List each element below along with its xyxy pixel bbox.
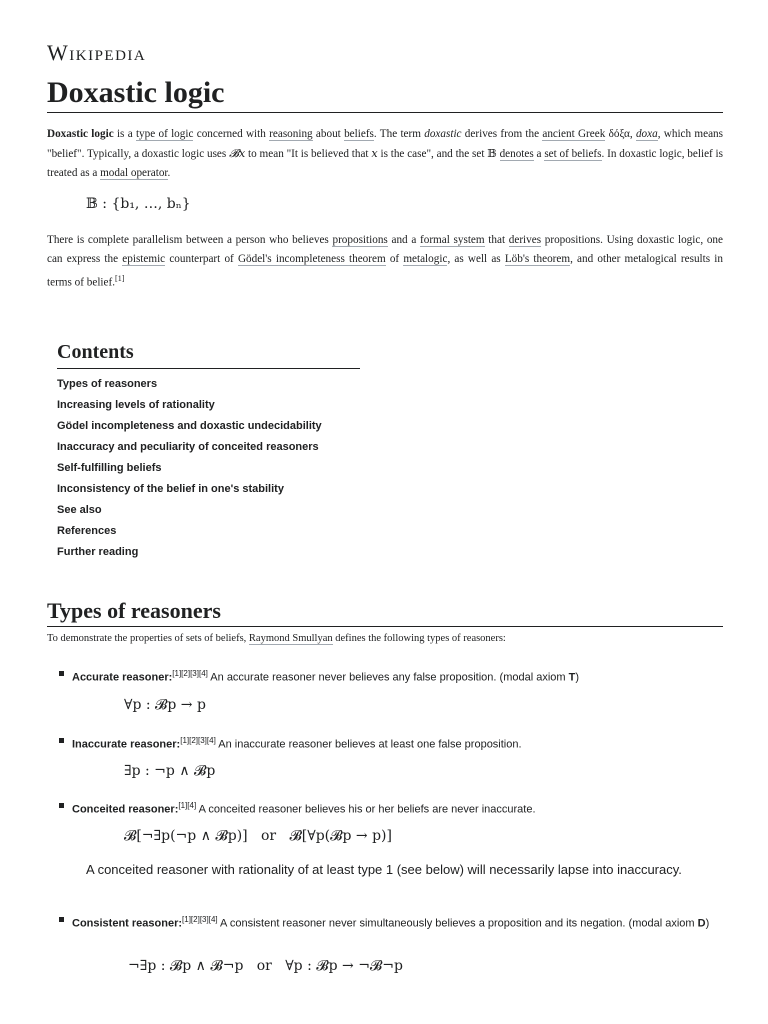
item-text	[72, 733, 727, 753]
link-raymond-smullyan[interactable]: Raymond Smullyan	[248, 633, 333, 644]
text: .	[167, 167, 171, 179]
wikipedia-wordmark[interactable]: Wikipedia	[47, 40, 147, 65]
text: To demonstrate the properties of sets of beliefs,	[47, 633, 249, 644]
reasoner-name: Accurate reasoner:	[72, 671, 173, 684]
axiom: D	[697, 917, 706, 930]
text: concerned with	[193, 128, 270, 140]
text: . In doxastic logic, belief is treated as a	[47, 148, 724, 179]
toc-item[interactable]: Further reading	[57, 546, 139, 558]
bullet-icon	[59, 738, 64, 743]
toc-item[interactable]: See also	[57, 504, 102, 516]
text: is the case", and the set	[377, 148, 488, 160]
toc-item[interactable]: Self-fulfilling beliefs	[57, 462, 162, 474]
link-formal-system[interactable]: formal system	[420, 234, 485, 246]
formula-consistent: ¬∃p : 𝓑p ∧ 𝓑¬p or ∀p : 𝓑p → ¬𝓑¬p	[128, 958, 403, 974]
conceited-note: A conceited reasoner with rationality of at least type 1 (see below) will necessarily lapse into inaccuracy.	[86, 862, 682, 877]
formula-accurate: ∀p : 𝓑p → p	[124, 697, 206, 713]
link-set-of-beliefs[interactable]: set of beliefs	[544, 148, 602, 160]
link-epistemic[interactable]: epistemic	[122, 253, 166, 265]
link-propositions[interactable]: propositions	[332, 234, 388, 246]
toc-item[interactable]: Increasing levels of rationality	[57, 399, 215, 411]
bullet-icon	[59, 917, 64, 922]
bullet-icon	[59, 671, 64, 676]
math-x: x	[371, 147, 378, 160]
formula-conceited: 𝓑[¬∃p(¬p ∧ 𝓑p)] or 𝓑[∀p(𝓑p → p)]	[124, 828, 392, 844]
text: A consistent reasoner never simultaneously believes a proposition and its negation. (modal axiom	[217, 917, 698, 930]
reference-marker[interactable]: [1][2][3][4]	[180, 736, 216, 745]
text: . The term	[373, 128, 425, 140]
link-ancient-greek[interactable]: ancient Greek	[542, 128, 606, 140]
reference-marker[interactable]: [1][2][3][4]	[182, 915, 218, 924]
text: A conceited reasoner believes his or her beliefs are never inaccurate.	[196, 803, 536, 816]
item-text	[72, 666, 727, 686]
toc-title: Contents	[57, 341, 360, 369]
term-bold: Doxastic logic	[47, 128, 114, 140]
text: to mean "It is believed that	[245, 148, 372, 160]
formula-inaccurate: ∃p : ¬p ∧ 𝓑p	[124, 763, 216, 779]
math-bx: 𝓑x	[229, 147, 246, 160]
link-type-of-logic[interactable]: type of logic	[135, 128, 194, 140]
section-heading: Types of reasoners	[47, 598, 723, 627]
link-doxa[interactable]: doxa	[635, 128, 658, 140]
text: that	[484, 234, 509, 246]
text: , and other metalogical results in terms of belief.	[47, 253, 723, 289]
toc-item[interactable]: Types of reasoners	[57, 378, 158, 390]
text: counterpart of	[165, 253, 238, 265]
formula-belief-set: 𝔹 : {b₁, …, bₙ}	[86, 196, 191, 212]
link-beliefs[interactable]: beliefs	[344, 128, 374, 140]
toc-item[interactable]: References	[57, 525, 117, 537]
doxastic-italic: doxastic	[424, 128, 462, 140]
reference-marker[interactable]: [1][4]	[178, 801, 197, 810]
text: defines the following types of reasoners:	[332, 633, 506, 644]
text: propositions. Using doxastic logic, one can express the	[47, 234, 723, 265]
link-godel-incompleteness[interactable]: Gödel's incompleteness theorem	[237, 253, 386, 265]
text: of	[385, 253, 404, 265]
reasoner-name: Inaccurate reasoner:	[72, 738, 181, 751]
text: )	[575, 671, 580, 684]
greek-word: δόξα,	[605, 128, 636, 140]
link-lobs-theorem[interactable]: Löb's theorem	[504, 253, 571, 265]
axiom: T	[568, 671, 576, 684]
table-of-contents	[57, 377, 322, 566]
text: , as well as	[447, 253, 505, 265]
toc-item[interactable]: Inaccuracy and peculiarity of conceited reasoners	[57, 441, 319, 453]
intro-paragraph	[47, 125, 723, 183]
text: There is complete parallelism between a person who believes	[47, 234, 333, 246]
link-derives[interactable]: derives	[508, 234, 542, 246]
toc-item[interactable]: Gödel incompleteness and doxastic undecidability	[57, 420, 322, 432]
parallelism-paragraph	[47, 231, 723, 293]
text: a	[533, 148, 545, 160]
toc-item[interactable]: Inconsistency of the belief in one's stability	[57, 483, 284, 495]
item-text	[72, 798, 727, 818]
math-set-b: 𝔹	[487, 147, 497, 160]
bullet-icon	[59, 803, 64, 808]
link-reasoning[interactable]: reasoning	[269, 128, 313, 140]
reference-marker[interactable]: [1]	[115, 274, 125, 283]
reference-marker[interactable]: [1][2][3][4]	[172, 669, 208, 678]
text: derives from the	[461, 128, 543, 140]
section-lead	[47, 633, 723, 644]
item-text	[72, 912, 727, 932]
text: An accurate reasoner never believes any false proposition. (modal axiom	[207, 671, 569, 684]
reasoner-name: Conceited reasoner:	[72, 803, 179, 816]
link-denotes[interactable]: denotes	[499, 148, 534, 160]
text: An inaccurate reasoner believes at least one false proposition.	[215, 738, 522, 751]
text: about	[312, 128, 345, 140]
text: is a	[113, 128, 136, 140]
text: )	[705, 917, 710, 930]
link-metalogic[interactable]: metalogic	[403, 253, 448, 265]
reasoner-name: Consistent reasoner:	[72, 917, 183, 930]
link-modal-operator[interactable]: modal operator	[100, 167, 168, 179]
text: , which means "belief". Typically, a doxastic logic uses	[47, 128, 723, 160]
text: and a	[387, 234, 420, 246]
page-title: Doxastic logic	[47, 76, 723, 113]
